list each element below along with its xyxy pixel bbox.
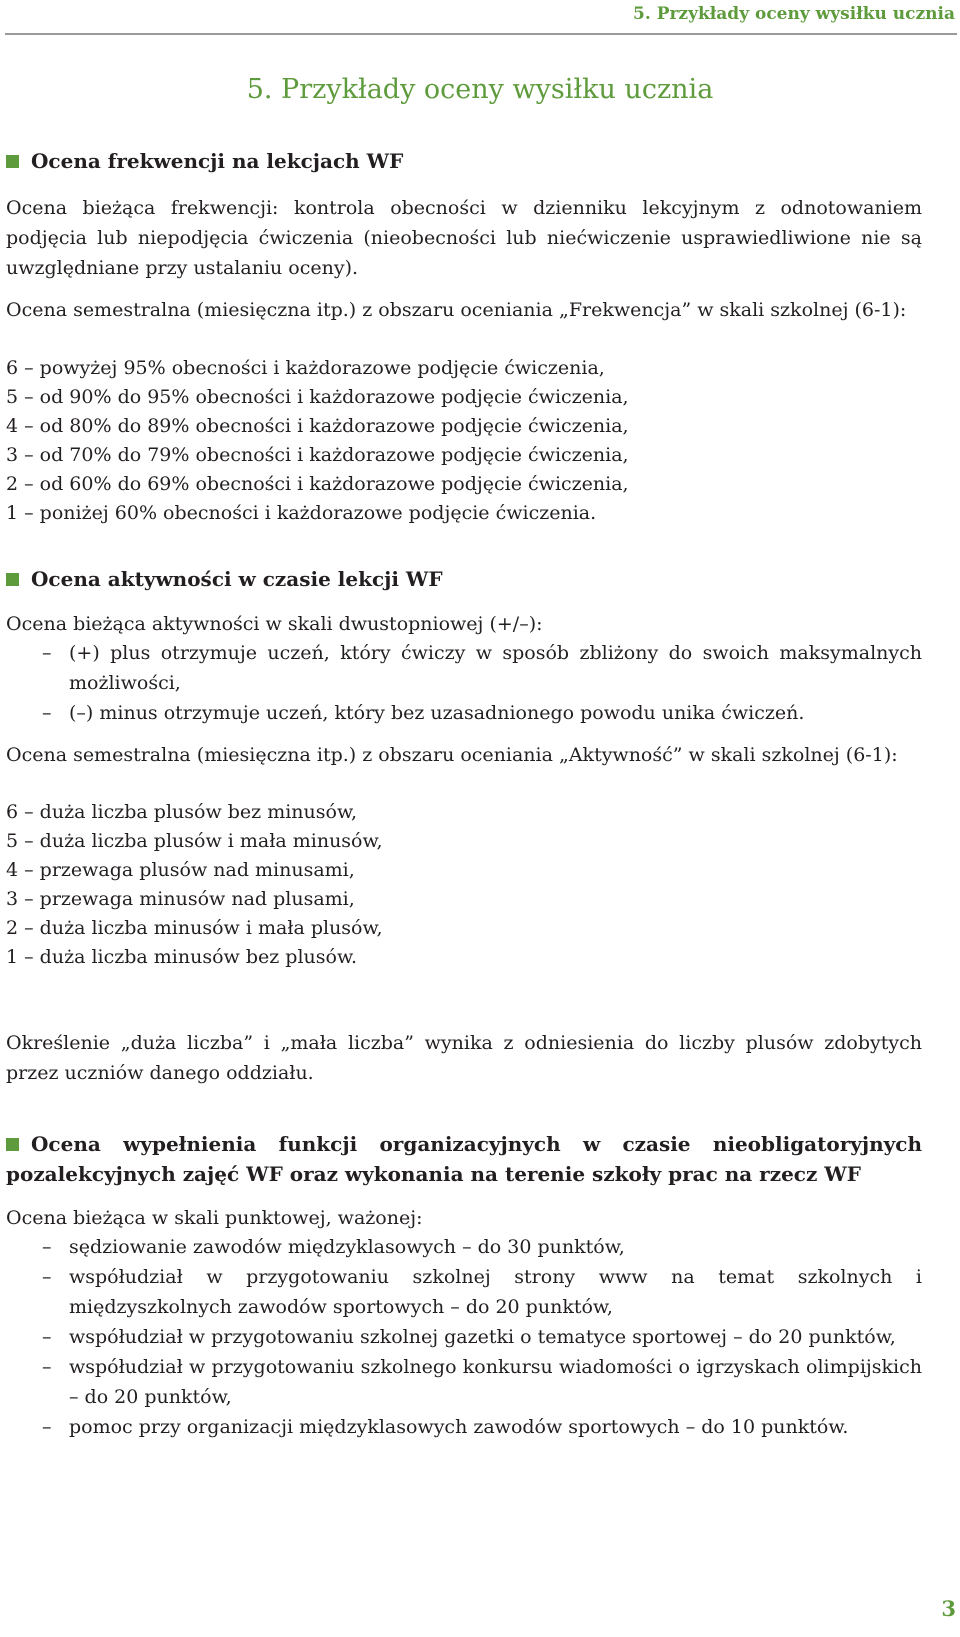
section-heading-text: Ocena frekwencji na lekcjach WF [31,149,404,173]
activity-scale-line: 6 – duża liczba plusów bez minusów, [6,801,358,823]
section-heading-text: Ocena wypełnienia funkcji organizacyjnych w czasie nieobligatoryjnych pozalekcyjnych zajęć WF oraz wykonania na terenie szkoły prac na rzecz WF [6,1132,922,1186]
dash-marker: – [42,1416,52,1438]
dash-marker: – [42,1356,52,1378]
attendance-scale-line: 6 – powyżej 95% obecności i każdorazowe podjęcie ćwiczenia, [6,357,605,379]
activity-scale-line: 5 – duża liczba plusów i mała minusów, [6,830,383,852]
organizational-bullet-list [6,1232,922,1442]
running-header-text: 5. Przykłady oceny wysiłku ucznia [633,4,955,24]
square-bullet-icon [6,573,19,586]
attendance-semester-paragraph: Ocena semestralna (miesięczna itp.) z obszaru oceniania „Frekwencja” w skali szkolnej (6-1): [6,299,907,321]
page-title: 5. Przykłady oceny wysiłku ucznia [246,74,714,105]
section-heading-organizational [6,1129,922,1189]
list-item-text: pomoc przy organizacji międzyklasowych zawodów sportowych – do 10 punktów. [69,1416,849,1438]
square-bullet-icon [6,1138,19,1151]
list-item-text: współudział w przygotowaniu szkolnej gazetki o tematyce sportowej – do 20 punktów, [69,1326,896,1348]
dash-marker: – [42,642,52,664]
activity-scale-line: 3 – przewaga minusów nad plusami, [6,888,355,910]
section-heading-attendance [6,146,922,176]
activity-intro: Ocena bieżąca aktywności w skali dwustopniowej (+/–): [6,613,543,635]
list-item [6,698,922,728]
organizational-intro: Ocena bieżąca w skali punktowej, ważonej: [6,1207,423,1229]
activity-bullet-list [6,638,922,728]
list-item [6,638,922,698]
dash-marker: – [42,1266,52,1288]
list-item [6,1322,922,1352]
list-item-text: współudział w przygotowaniu szkolnej strony www na temat szkolnych i międzyszkolnych zawodów sportowych – do 20 punktów, [69,1266,922,1318]
page-number: 3 [941,1596,956,1621]
attendance-scale-line: 3 – od 70% do 79% obecności i każdorazowe podjęcie ćwiczenia, [6,444,629,466]
activity-note: Określenie „duża liczba” i „mała liczba” wynika z odniesienia do liczby plusów zdobytych przez uczniów danego oddziału. [6,1032,922,1084]
dash-marker: – [42,1236,52,1258]
dash-marker: – [42,702,52,724]
list-item-text: (–) minus otrzymuje uczeń, który bez uzasadnionego powodu unika ćwiczeń. [69,702,805,724]
square-bullet-icon [6,155,19,168]
activity-semester-paragraph: Ocena semestralna (miesięczna itp.) z obszaru oceniania „Aktywność” w skali szkolnej (6-1): [6,744,898,766]
list-item-text: współudział w przygotowaniu szkolnego konkursu wiadomości o igrzyskach olimpijskich – do 20 punktów, [69,1356,922,1408]
attendance-current-paragraph: Ocena bieżąca frekwencji: kontrola obecności w dzienniku lekcyjnym z odnotowaniem podjęcia lub niepodjęcia ćwiczenia (nieobecności lub niećwiczenie usprawiedliwione nie są uwzględniane przy ustalaniu oceny). [6,197,922,279]
attendance-scale-line: 4 – od 80% do 89% obecności i każdorazowe podjęcie ćwiczenia, [6,415,629,437]
attendance-scale-line: 5 – od 90% do 95% obecności i każdorazowe podjęcie ćwiczenia, [6,386,629,408]
list-item [6,1232,922,1262]
running-header [5,0,957,35]
list-item [6,1352,922,1412]
attendance-scale-line: 2 – od 60% do 69% obecności i każdorazowe podjęcie ćwiczenia, [6,473,629,495]
section-heading-text: Ocena aktywności w czasie lekcji WF [31,567,443,591]
attendance-scale-line: 1 – poniżej 60% obecności i każdorazowe podjęcie ćwiczenia. [6,502,597,524]
list-item [6,1262,922,1322]
list-item-text: sędziowanie zawodów międzyklasowych – do 30 punktów, [69,1236,625,1258]
list-item [6,1412,922,1442]
section-heading-activity [6,564,922,594]
dash-marker: – [42,1326,52,1348]
activity-scale-line: 4 – przewaga plusów nad minusami, [6,859,355,881]
activity-scale-line: 1 – duża liczba minusów bez plusów. [6,946,358,968]
activity-scale-line: 2 – duża liczba minusów i mała plusów, [6,917,383,939]
list-item-text: (+) plus otrzymuje uczeń, który ćwiczy w sposób zbliżony do swoich maksymalnych możliwości, [69,642,922,694]
